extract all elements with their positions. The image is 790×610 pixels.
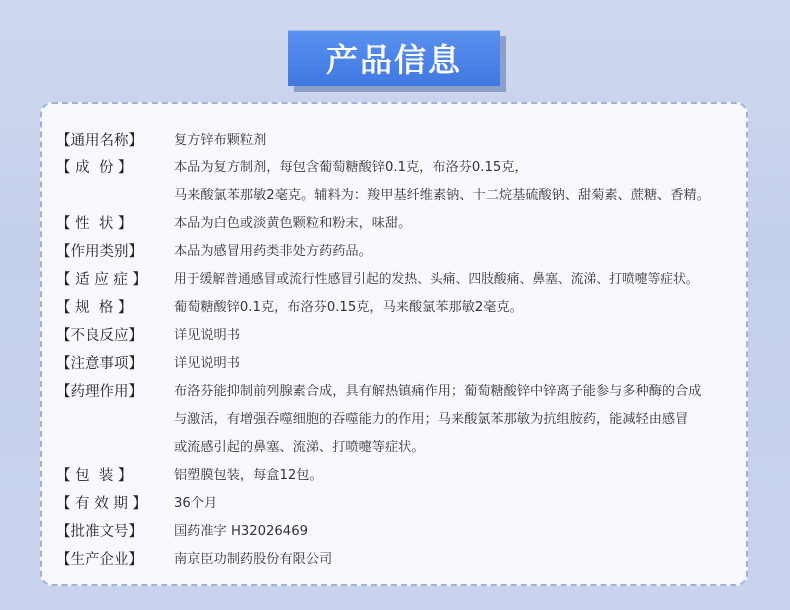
field-value: 详见说明书 <box>174 328 240 343</box>
field-approval-number <box>56 520 308 544</box>
field-label: 【不良反应】 <box>56 328 143 344</box>
field-composition <box>56 156 528 180</box>
field-value: 铝塑膜包装，每盒12包。 <box>174 468 323 483</box>
field-label: 【 包 装 】 <box>56 468 133 484</box>
field-label: 【 有 效 期 】 <box>56 496 147 512</box>
field-specification <box>56 296 523 320</box>
field-value: 36个月 <box>174 496 218 511</box>
field-precautions <box>56 352 240 376</box>
field-character <box>56 212 411 236</box>
field-value-continuation: 马来酸氯苯那敏2毫克。辅料为：羧甲基纤维素钠、十二烷基硫酸钠、甜菊素、蔗糖、香精。 <box>174 188 710 203</box>
field-value: 本品为白色或淡黄色颗粒和粉末，味甜。 <box>174 216 412 231</box>
field-value: 南京臣功制药股份有限公司 <box>174 552 333 567</box>
field-value: 用于缓解普通感冒或流行性感冒引起的发热、头痛、四肢酸痛、鼻塞、流涕、打喷嚏等症状。 <box>174 272 699 287</box>
field-label: 【作用类别】 <box>56 244 143 260</box>
field-generic-name <box>56 129 266 153</box>
field-label: 【通用名称】 <box>56 133 143 149</box>
field-value: 复方锌布颗粒剂 <box>174 133 267 148</box>
field-category <box>56 240 372 264</box>
field-label: 【 适 应 症 】 <box>56 272 147 288</box>
field-label: 【生产企业】 <box>56 552 143 568</box>
field-label: 【 规 格 】 <box>56 300 133 316</box>
product-info-card <box>40 102 748 586</box>
field-label: 【药理作用】 <box>56 384 143 400</box>
field-value-continuation: 或流感引起的鼻塞、流涕、打喷嚏等症状。 <box>174 440 425 455</box>
field-package <box>56 464 323 488</box>
field-value: 国药准字 H32026469 <box>174 524 308 539</box>
field-label: 【批准文号】 <box>56 524 143 540</box>
field-value: 葡萄糖酸锌0.1克，布洛芬0.15克，马来酸氯苯那敏2毫克。 <box>174 300 523 315</box>
field-value: 本品为感冒用药类非处方药药品。 <box>174 244 372 259</box>
field-label: 【注意事项】 <box>56 356 143 372</box>
field-validity <box>56 492 217 516</box>
field-indications <box>56 268 699 292</box>
field-value: 详见说明书 <box>174 356 240 371</box>
field-value-continuation: 与激活，有增强吞噬细胞的吞噬能力的作用；马来酸氯苯那敏为抗组胺药，能减轻由感冒 <box>174 412 689 427</box>
field-value: 本品为复方制剂，每包含葡萄糖酸锌0.1克，布洛芬0.15克， <box>174 160 528 175</box>
field-adverse-reactions <box>56 324 240 348</box>
page-title: 产品信息 <box>288 30 500 86</box>
field-manufacturer <box>56 548 332 572</box>
field-label: 【 性 状 】 <box>56 216 133 232</box>
field-pharmacology <box>56 380 702 404</box>
field-value: 布洛芬能抑制前列腺素合成，具有解热镇痛作用；葡萄糖酸锌中锌离子能参与多种酶的合成 <box>174 384 702 399</box>
field-label: 【 成 份 】 <box>56 160 133 176</box>
